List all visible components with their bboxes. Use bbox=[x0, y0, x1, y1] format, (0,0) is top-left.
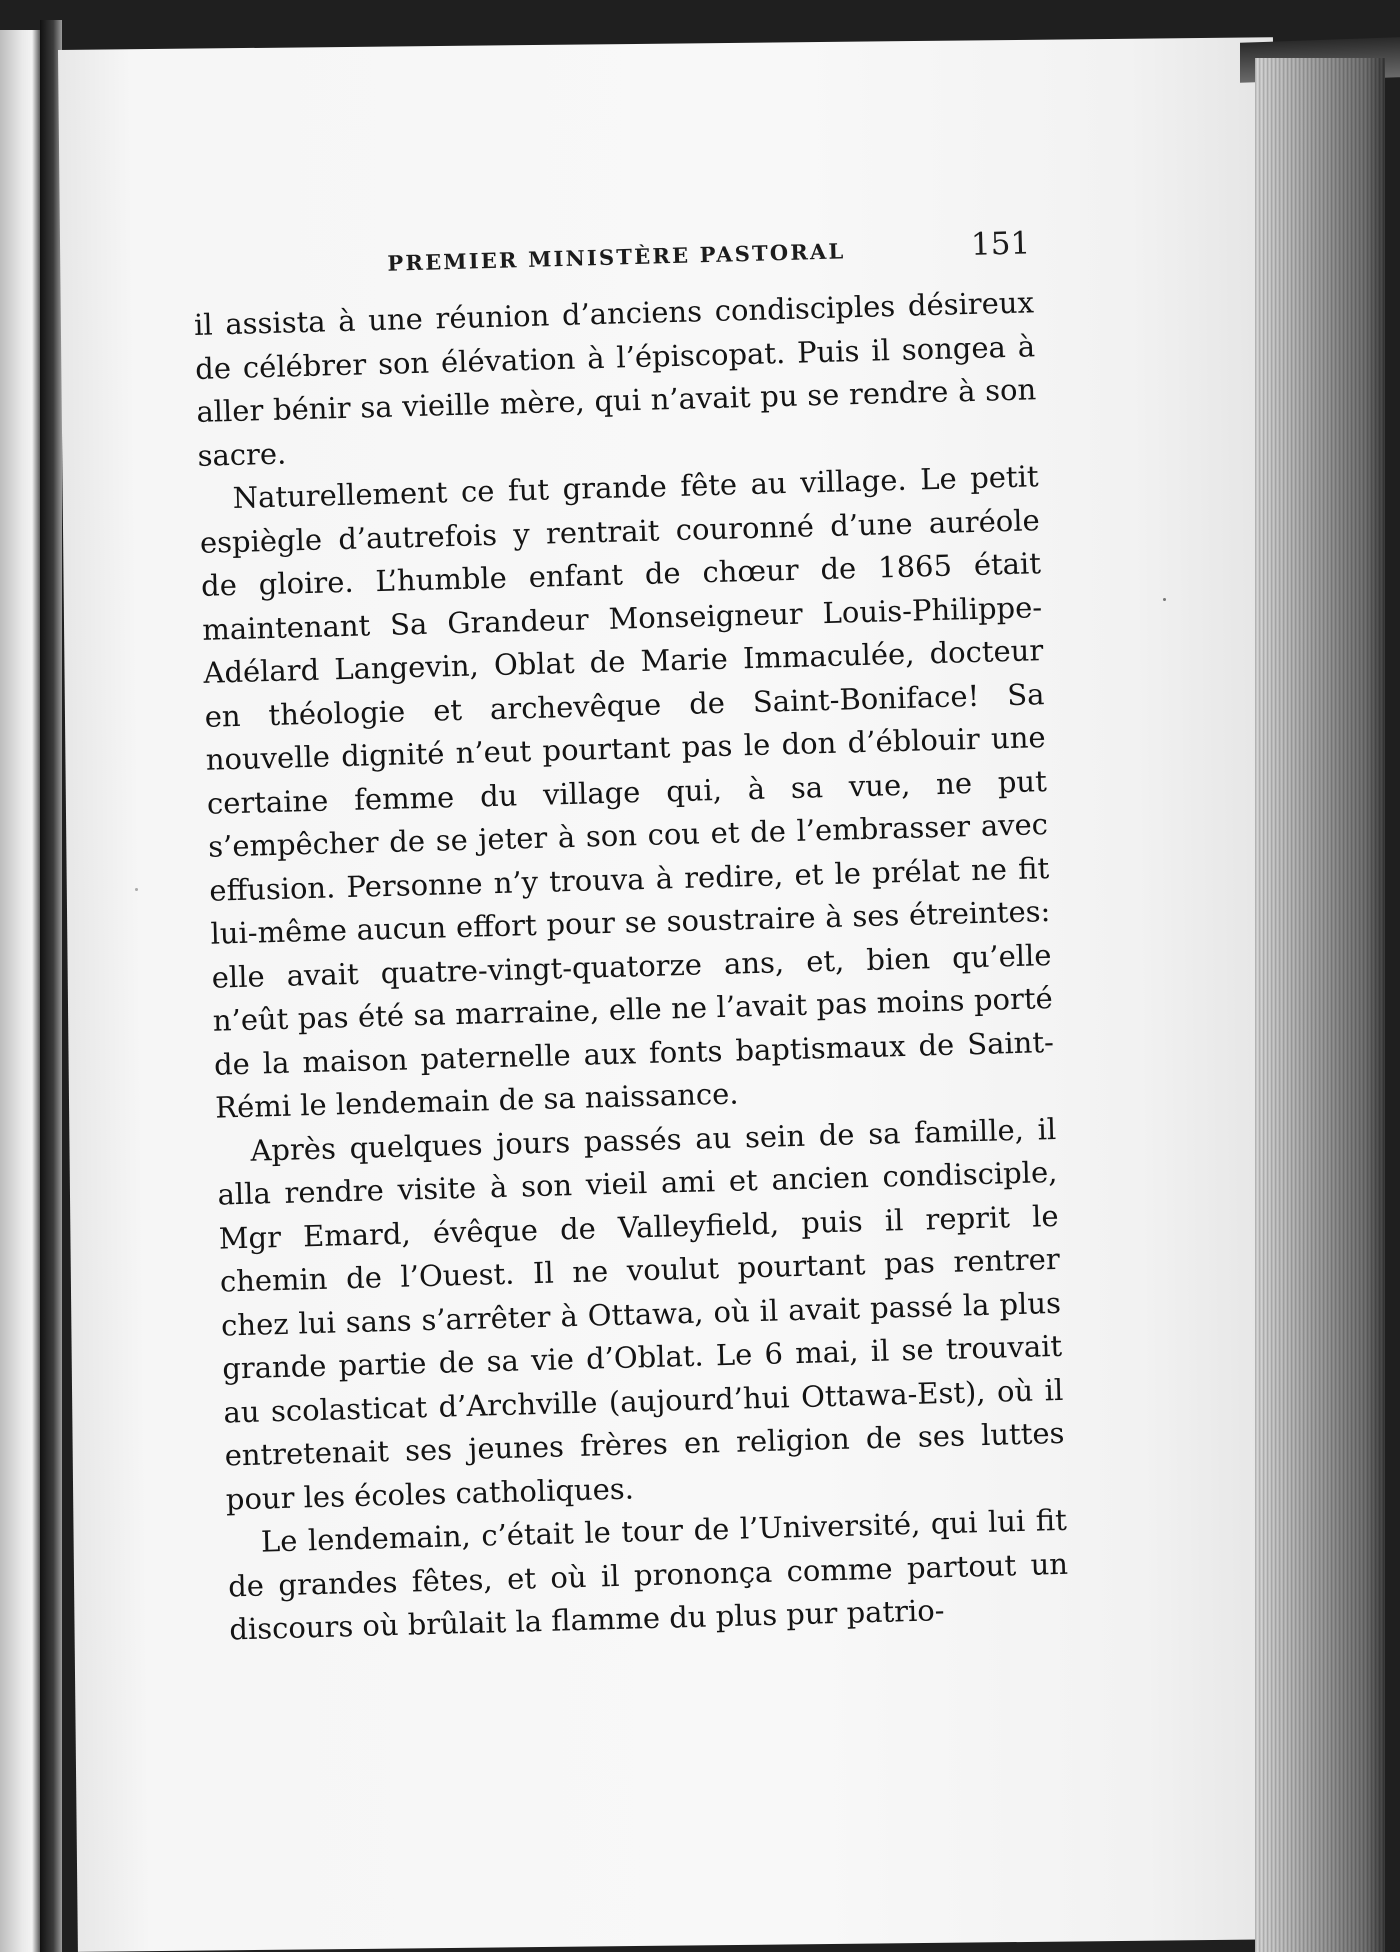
facing-page-edge bbox=[0, 30, 40, 1952]
page-content bbox=[192, 225, 1070, 1652]
body-text bbox=[194, 281, 1070, 1652]
paragraph: il assista à une réunion d’anciens condisciples désireux de célébrer son élévation à l’épiscopat. Puis il songea à aller bénir sa vieille mère, qui n’avait pu se rendre à son sacre. bbox=[193, 285, 1037, 473]
running-head-title: PREMIER MINISTÈRE PASTORAL bbox=[387, 238, 846, 276]
paragraph: Après quelques jours passés au sein de sa famille, il alla rendre visite à son vieil ami et ancien condisciple, Mgr Emard, évêque de Valleyfield, puis il reprit le chemin de l’Ouest. Il ne voulut pourtant pas rentrer chez lui sans s’arrêter à Ottawa, où il avait passé la plus grande partie de sa vie d’Oblat. Le 6 mai, il se trouvait au scolasticat d’Archville (aujourd’hui Ottawa-Est), où il entretenait ses jeunes frères en religion de ses luttes pour les écoles catholiques. bbox=[217, 1111, 1065, 1517]
dust-speck bbox=[1163, 598, 1166, 601]
page-stack-edges bbox=[1255, 58, 1385, 1952]
paragraph: Naturellement ce fut grande fête au village. Le petit espiègle d’autrefois y rentrait couronné d’une auréole de gloire. L’humble enfant de chœur de 1865 était maintenant Sa Grandeur Monseigneur Louis-Philippe-Adélard Langevin, Oblat de Marie Immaculée, docteur en théologie et archevêque de Saint-Boniface! Sa nouvelle dignité n’eut pourtant pas le don d’éblouir une certaine femme du village qui, à sa vue, ne put s’empêcher de se jeter à son cou et de l’embrasser avec effusion. Personne n’y trouva à redire, et le prélat ne fit lui-même aucun effort pour se soustraire à ses étreintes: elle avait quatre-vingt-quatorze ans, et, bien qu’elle n’eût pas été sa marraine, elle ne l’avait pas moins porté de la maison paternelle aux fonts baptismaux de Saint-Rémi le lendemain de sa naissance. bbox=[199, 459, 1055, 1125]
book-gutter bbox=[40, 20, 62, 1952]
dust-speck bbox=[135, 888, 138, 891]
page-number: 151 bbox=[970, 225, 1031, 263]
paragraph: Le lendemain, c’était le tour de l’Université, qui lui fit de grandes fêtes, et où il prononça comme partout un discours où brûlait la flamme du plus pur patrio- bbox=[227, 1502, 1069, 1647]
